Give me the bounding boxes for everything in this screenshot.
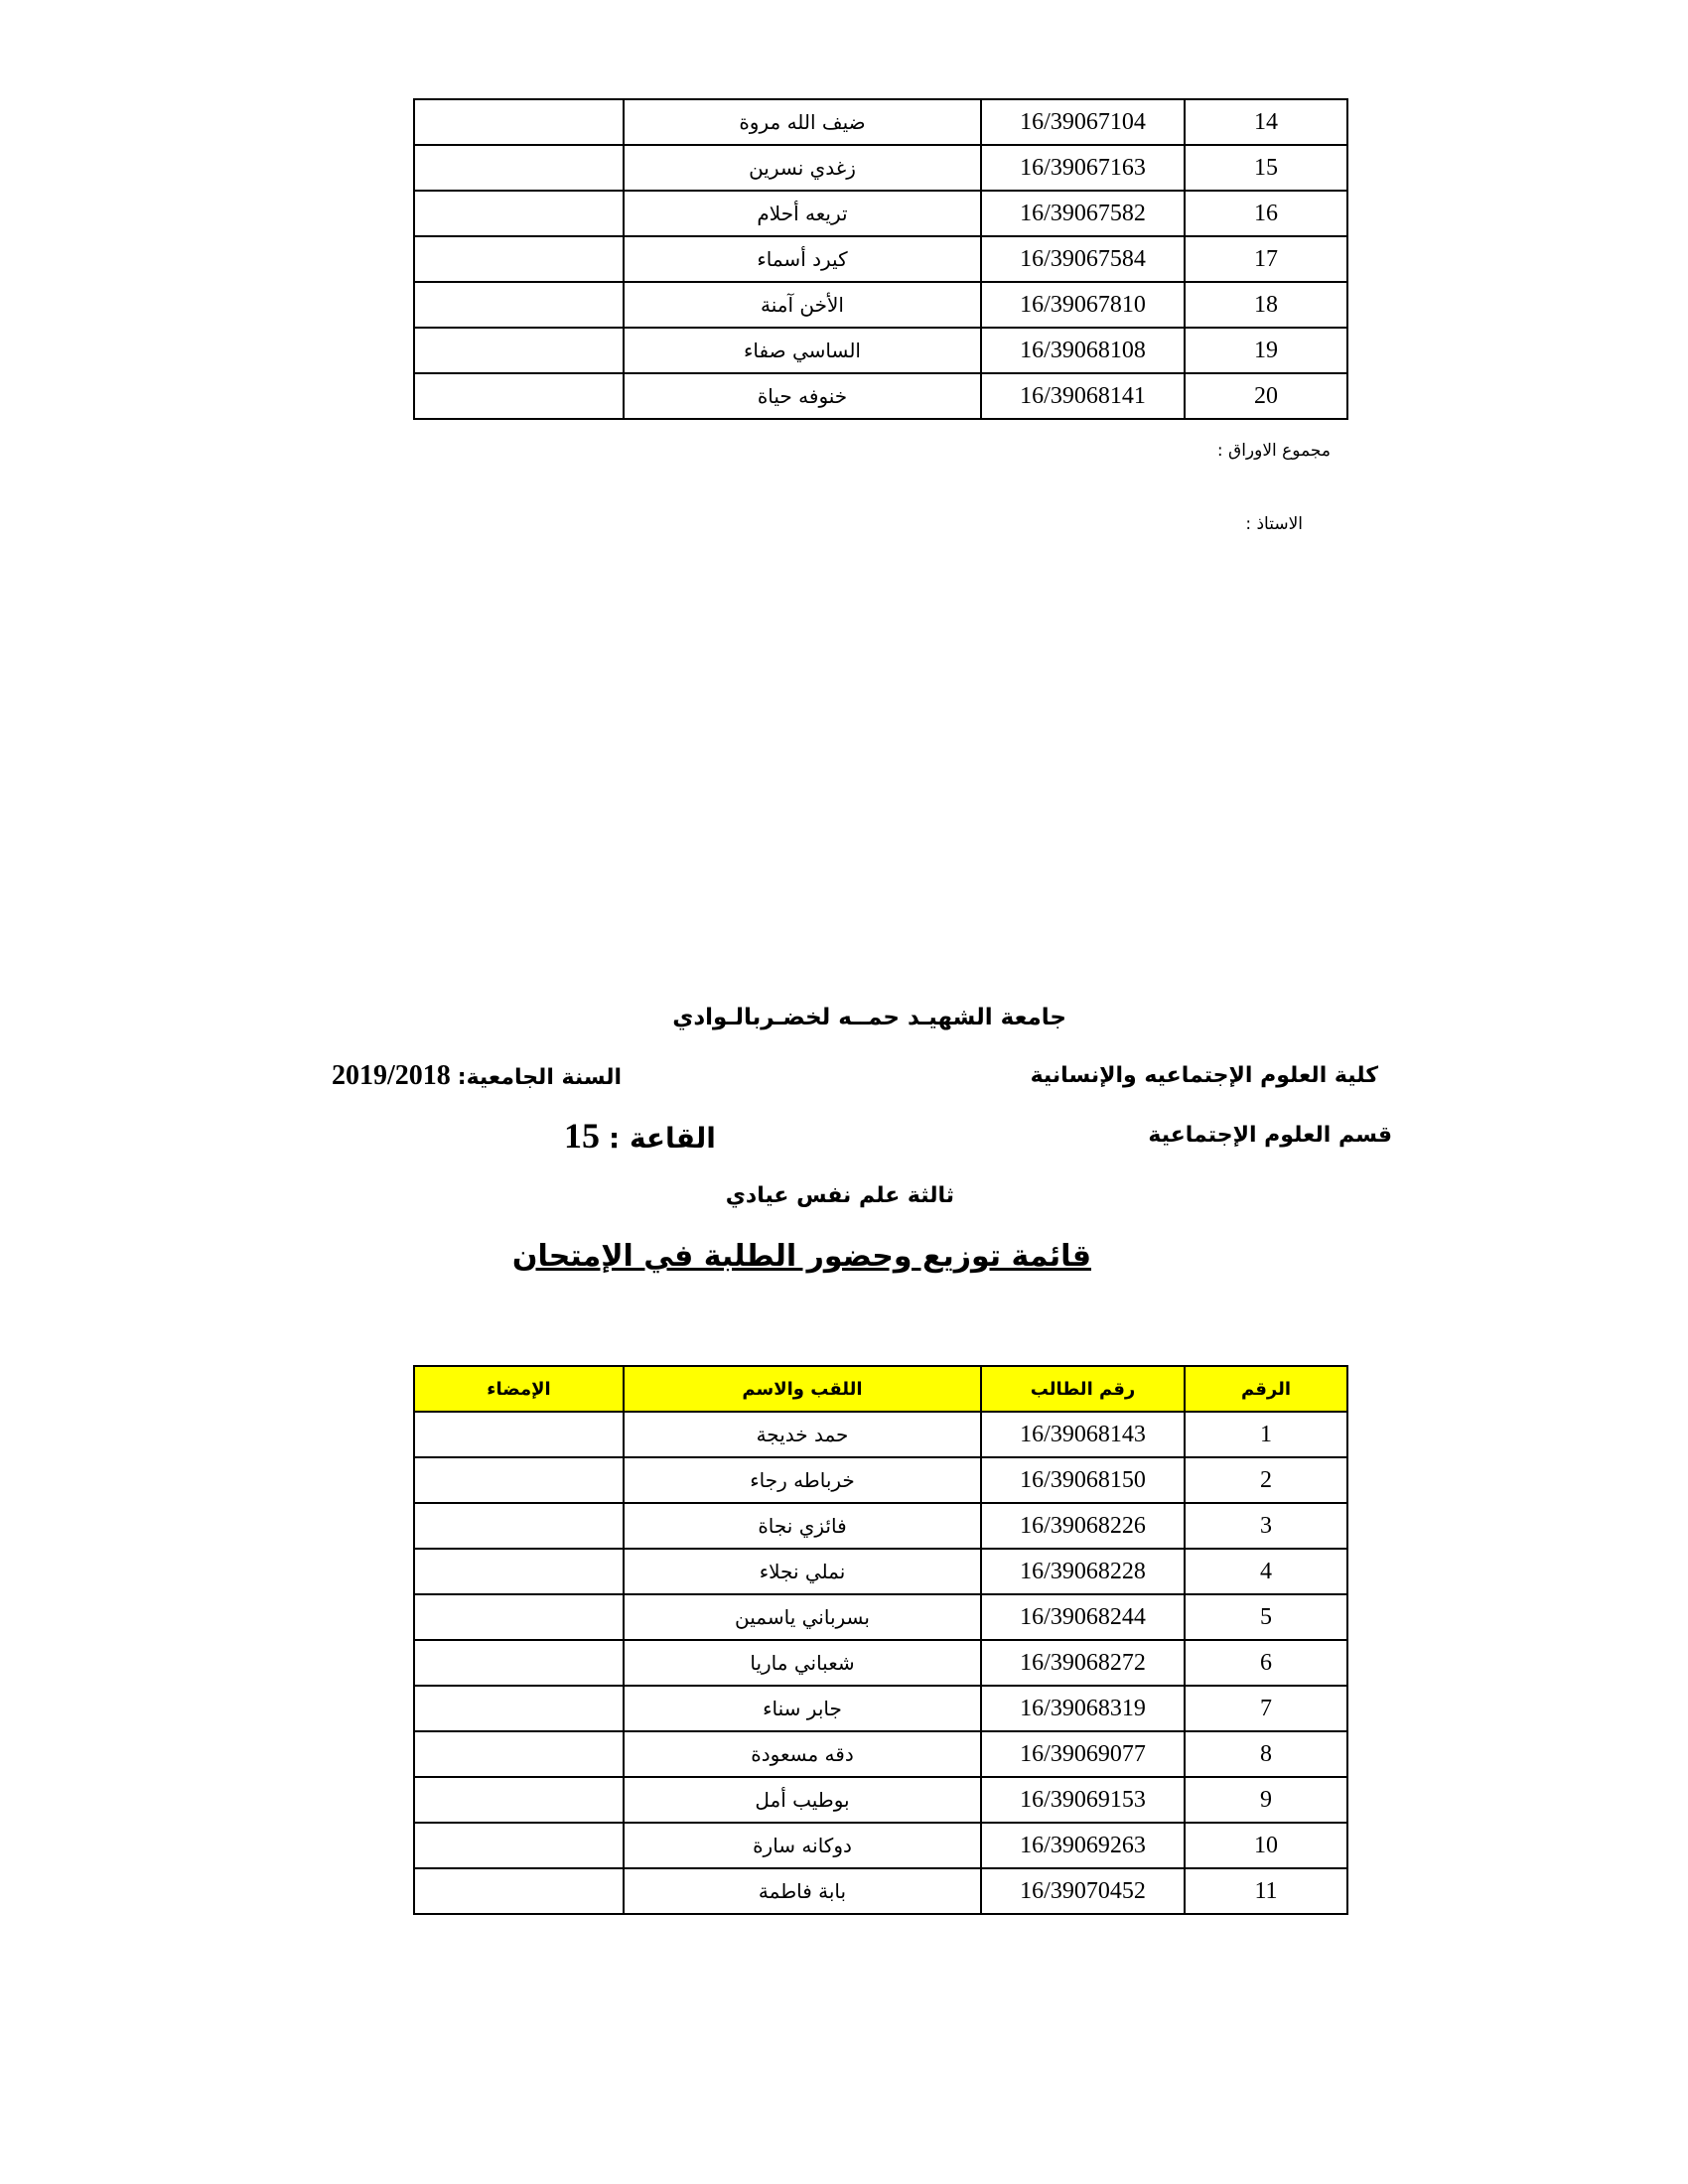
student-id: 16/39067582 (981, 191, 1185, 236)
row-number: 9 (1185, 1777, 1347, 1823)
student-id: 16/39069263 (981, 1823, 1185, 1868)
student-name: كيرد أسماء (624, 236, 981, 282)
student-name: بابة فاطمة (624, 1868, 981, 1914)
student-name: بسرباني ياسمين (624, 1594, 981, 1640)
table-row (414, 99, 1347, 145)
student-name: زغدي نسرين (624, 145, 981, 191)
row-number: 7 (1185, 1686, 1347, 1731)
academic-year-label: السنة الجامعية: (457, 1065, 623, 1090)
row-number: 11 (1185, 1868, 1347, 1914)
student-id: 16/39068108 (981, 328, 1185, 373)
row-number: 5 (1185, 1594, 1347, 1640)
academic-year-value: 2019/2018 (332, 1060, 451, 1091)
student-id: 16/39068141 (981, 373, 1185, 419)
exam-hall-value: 15 (564, 1116, 600, 1156)
roster-table-head (414, 1366, 1347, 1412)
student-name: جابر سناء (624, 1686, 981, 1731)
table-row (414, 1412, 1347, 1457)
academic-year (332, 1060, 622, 1092)
header-name: اللقب والاسم (624, 1366, 981, 1412)
row-number: 15 (1185, 145, 1347, 191)
student-id: 16/39068272 (981, 1640, 1185, 1686)
row-number: 6 (1185, 1640, 1347, 1686)
student-id: 16/39067163 (981, 145, 1185, 191)
table-row (414, 1686, 1347, 1731)
signature-cell (414, 191, 624, 236)
table-row (414, 282, 1347, 328)
student-id: 16/39068150 (981, 1457, 1185, 1503)
table-row (414, 1823, 1347, 1868)
signature-cell (414, 1412, 624, 1457)
table-row (414, 1640, 1347, 1686)
row-number: 8 (1185, 1731, 1347, 1777)
signature-cell (414, 282, 624, 328)
row-number: 18 (1185, 282, 1347, 328)
list-title: قائمة توزيع وحضور الطلبة في الإمتحان (511, 1239, 1091, 1274)
student-id: 16/39068143 (981, 1412, 1185, 1457)
student-id: 16/39069077 (981, 1731, 1185, 1777)
professor-label: الاستاذ : (1245, 514, 1303, 534)
table-row (414, 191, 1347, 236)
row-number: 14 (1185, 99, 1347, 145)
study-level: ثالثة علم نفس عيادي (725, 1183, 954, 1208)
signature-cell (414, 99, 624, 145)
signature-cell (414, 1777, 624, 1823)
signature-cell (414, 1594, 624, 1640)
table-row (414, 1731, 1347, 1777)
row-number: 2 (1185, 1457, 1347, 1503)
row-number: 19 (1185, 328, 1347, 373)
roster-table-body (414, 99, 1347, 419)
signature-cell (414, 373, 624, 419)
table-row (414, 328, 1347, 373)
row-number: 16 (1185, 191, 1347, 236)
signature-cell (414, 1686, 624, 1731)
signature-cell (414, 236, 624, 282)
table-row (414, 1503, 1347, 1549)
student-id: 16/39067810 (981, 282, 1185, 328)
student-name: خنوفه حياة (624, 373, 981, 419)
student-name: دقه مسعودة (624, 1731, 981, 1777)
table-header-row (414, 1366, 1347, 1412)
table-row (414, 373, 1347, 419)
table-row (414, 1868, 1347, 1914)
student-id: 16/39069153 (981, 1777, 1185, 1823)
roster-table-body (414, 1412, 1347, 1914)
exam-hall (564, 1115, 716, 1157)
faculty-name: كلية العلوم الإجتماعيه والإنسانية (1030, 1063, 1378, 1088)
row-number: 3 (1185, 1503, 1347, 1549)
row-number: 4 (1185, 1549, 1347, 1594)
table-row (414, 1549, 1347, 1594)
signature-cell (414, 1823, 624, 1868)
student-id: 16/39068244 (981, 1594, 1185, 1640)
row-number: 10 (1185, 1823, 1347, 1868)
student-name: الساسي صفاء (624, 328, 981, 373)
student-id: 16/39067584 (981, 236, 1185, 282)
table-row (414, 145, 1347, 191)
student-name: فائزي نجاة (624, 1503, 981, 1549)
student-name: دوكانه سارة (624, 1823, 981, 1868)
student-id: 16/39070452 (981, 1868, 1185, 1914)
row-number: 1 (1185, 1412, 1347, 1457)
signature-cell (414, 1731, 624, 1777)
header-signature: الإمضاء (414, 1366, 624, 1412)
university-name: جامعة الشهيـد حمــه لخضـربالـوادي (672, 1005, 1066, 1030)
student-id: 16/39068226 (981, 1503, 1185, 1549)
signature-cell (414, 1640, 624, 1686)
header-student-id: رقم الطالب (981, 1366, 1185, 1412)
signature-cell (414, 1457, 624, 1503)
header-num: الرقم (1185, 1366, 1347, 1412)
signature-cell (414, 1868, 624, 1914)
student-id: 16/39067104 (981, 99, 1185, 145)
student-name: خرباطه رجاء (624, 1457, 981, 1503)
row-number: 17 (1185, 236, 1347, 282)
student-name: نملي نجلاء (624, 1549, 981, 1594)
student-name: تريعه أحلام (624, 191, 981, 236)
student-name: الأخن آمنة (624, 282, 981, 328)
roster-table-continued (413, 98, 1348, 420)
student-name: شعباني ماريا (624, 1640, 981, 1686)
student-name: ضيف الله مروة (624, 99, 981, 145)
signature-cell (414, 145, 624, 191)
table-row (414, 236, 1347, 282)
table-row (414, 1457, 1347, 1503)
roster-table (413, 1365, 1348, 1915)
exam-hall-label: القاعة : (609, 1122, 716, 1155)
department-name: قسم العلوم الإجتماعية (1148, 1123, 1392, 1148)
signature-cell (414, 328, 624, 373)
row-number: 20 (1185, 373, 1347, 419)
signature-cell (414, 1503, 624, 1549)
table-row (414, 1594, 1347, 1640)
student-name: بوطيب أمل (624, 1777, 981, 1823)
table-row (414, 1777, 1347, 1823)
student-id: 16/39068228 (981, 1549, 1185, 1594)
signature-cell (414, 1549, 624, 1594)
total-papers-label: مجموع الاوراق : (1216, 441, 1331, 461)
student-name: حمد خديجة (624, 1412, 981, 1457)
student-id: 16/39068319 (981, 1686, 1185, 1731)
